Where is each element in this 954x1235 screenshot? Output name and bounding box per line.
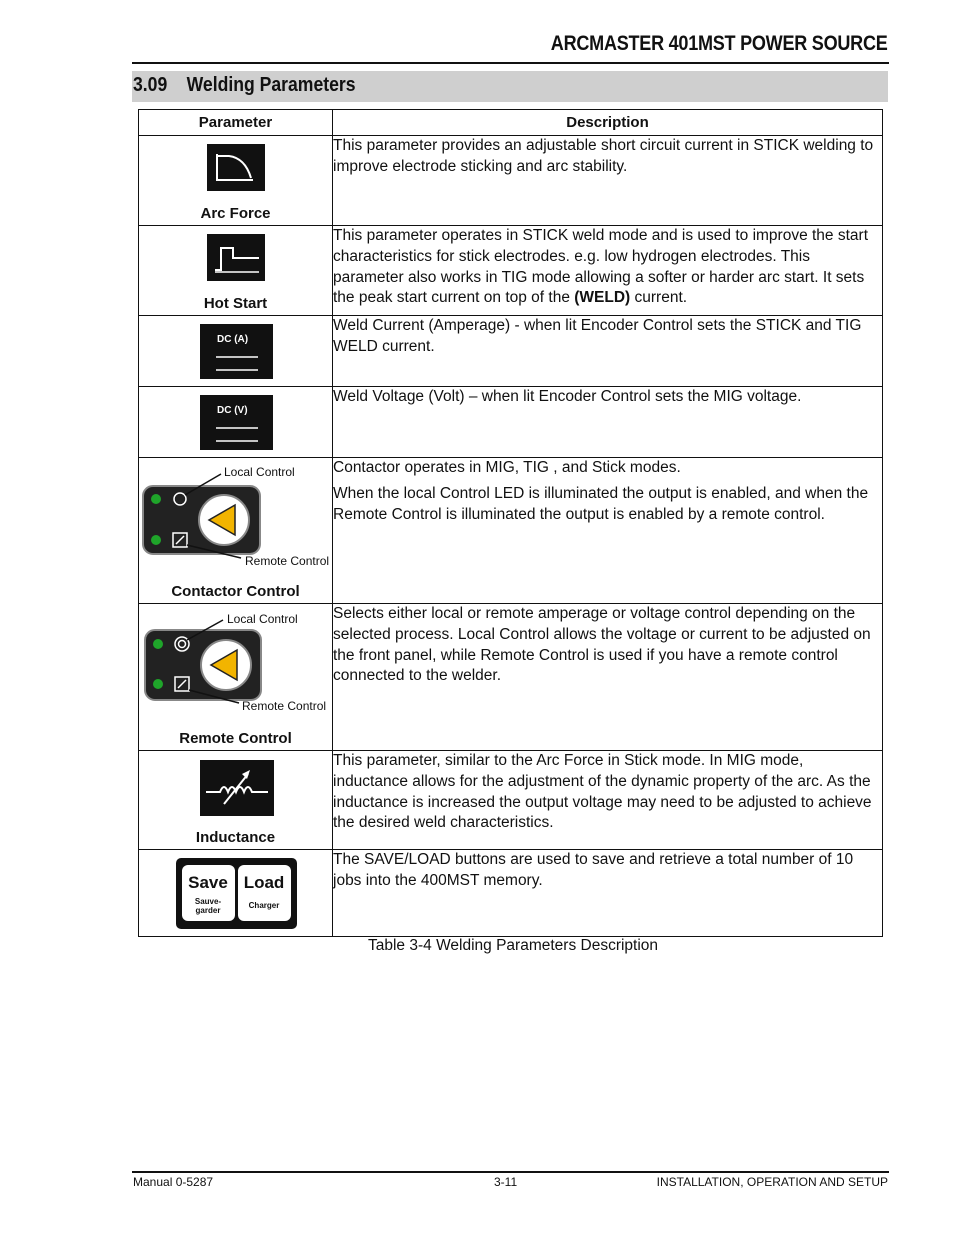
weld-emphasis: (WELD) xyxy=(574,289,631,307)
parameter-cell xyxy=(139,226,333,316)
svg-text:DC (A): DC (A) xyxy=(217,334,249,345)
table-row xyxy=(139,387,883,458)
table-row xyxy=(139,604,883,751)
parameter-name: Contactor Control xyxy=(171,583,300,600)
description-text: Weld Current (Amperage) - when lit Encoder Control sets the STICK and TIG WELD current. xyxy=(333,317,862,355)
parameter-cell xyxy=(139,850,333,937)
section-number: 3.09 xyxy=(133,74,168,96)
svg-text:garder: garder xyxy=(195,906,221,915)
parameter-name: Inductance xyxy=(195,829,276,846)
parameter-cell xyxy=(139,458,333,604)
column-header-description: Description xyxy=(333,110,883,136)
load-label: Load xyxy=(243,873,285,892)
table-header-row xyxy=(139,110,883,136)
svg-text:Remote Control: Remote Control xyxy=(242,699,327,713)
parameter-name: Hot Start xyxy=(203,295,268,312)
dc-volts-display-icon xyxy=(200,395,273,450)
svg-text:Remote Control: Remote Control xyxy=(245,554,330,568)
save-label: Save xyxy=(188,873,228,892)
description-cell xyxy=(333,316,883,387)
footer-manual-number: Manual 0-5287 xyxy=(133,1175,214,1189)
hot-start-icon xyxy=(207,234,265,281)
parameter-cell xyxy=(139,387,333,458)
save-load-buttons-icon xyxy=(139,850,333,937)
section-heading xyxy=(133,72,356,98)
parameter-cell xyxy=(139,604,333,751)
parameter-name: Remote Control xyxy=(179,730,292,747)
table-row xyxy=(139,316,883,387)
description-cell xyxy=(333,604,883,751)
table-row xyxy=(139,136,883,226)
description-text: This parameter, similar to the Arc Force in Stick mode. In MIG mode, inductance allows for the adjustment of the dynamic property of the arc. As the inductance is increased the output voltage may need to be adjusted to achieve the desired weld characteristics. xyxy=(333,752,872,832)
description-cell xyxy=(333,458,883,604)
parameter-name: Arc Force xyxy=(200,205,271,222)
description-text: When the local Control LED is illuminated the output is enabled, and when the Remote Control is illuminated the output is enabled by a remote control. xyxy=(333,484,869,523)
description-text: This parameter operates in STICK weld mode and is used to improve the start characteristics for stick electrodes. e.g. low hydrogen electrodes. This parameter also works in TIG mode allowing a softer or harder arc start. It sets the peak start current on top of the (WELD) current. xyxy=(333,227,868,307)
description-text: Selects either local or remote amperage or voltage control depending on the selected process. Local Control allows the voltage or current to be adjusted on the front panel, while Remote Control is used if you have a remote control connected to the welder. xyxy=(333,605,871,685)
footer-page-number: 3-11 xyxy=(494,1175,518,1189)
table-caption: Table 3-4 Welding Parameters Description xyxy=(368,937,659,954)
table-row xyxy=(139,226,883,316)
parameter-cell xyxy=(139,316,333,387)
parameter-cell xyxy=(139,751,333,850)
dc-amps-display-icon xyxy=(200,324,273,379)
contactor-control-panel-icon xyxy=(139,458,333,578)
document-title: ARCMASTER 401MST POWER SOURCE xyxy=(551,32,888,55)
description-cell xyxy=(333,751,883,850)
arc-force-icon xyxy=(207,144,265,191)
title-rule xyxy=(132,62,889,64)
description-cell xyxy=(333,850,883,937)
svg-text:Local Control: Local Control xyxy=(224,465,295,479)
welding-parameters-table xyxy=(138,109,883,937)
description-text: Contactor operates in MIG, TIG , and Stick modes. xyxy=(333,459,681,476)
svg-text:DC (V): DC (V) xyxy=(217,405,248,416)
footer-section-name: INSTALLATION, OPERATION AND SETUP xyxy=(656,1175,888,1189)
description-cell xyxy=(333,136,883,226)
description-cell xyxy=(333,226,883,316)
table-row xyxy=(139,458,883,604)
remote-control-panel-icon xyxy=(139,604,333,724)
table-row xyxy=(139,751,883,850)
inductance-icon xyxy=(200,760,274,816)
parameter-cell xyxy=(139,136,333,226)
svg-text:Sauve-: Sauve- xyxy=(194,897,222,906)
description-text: This parameter provides an adjustable short circuit current in STICK welding to improve electrode sticking and arc stability. xyxy=(333,137,874,175)
description-cell xyxy=(333,387,883,458)
description-text: Weld Voltage (Volt) – when lit Encoder Control sets the MIG voltage. xyxy=(333,388,802,405)
footer-rule xyxy=(132,1171,889,1173)
column-header-parameter: Parameter xyxy=(139,110,333,136)
section-title: Welding Parameters xyxy=(186,74,356,96)
description-text: The SAVE/LOAD buttons are used to save and retrieve a total number of 10 jobs into the 400MST memory. xyxy=(333,851,854,889)
svg-text:Local Control: Local Control xyxy=(227,612,298,626)
table-row xyxy=(139,850,883,937)
svg-text:Charger: Charger xyxy=(248,901,280,910)
